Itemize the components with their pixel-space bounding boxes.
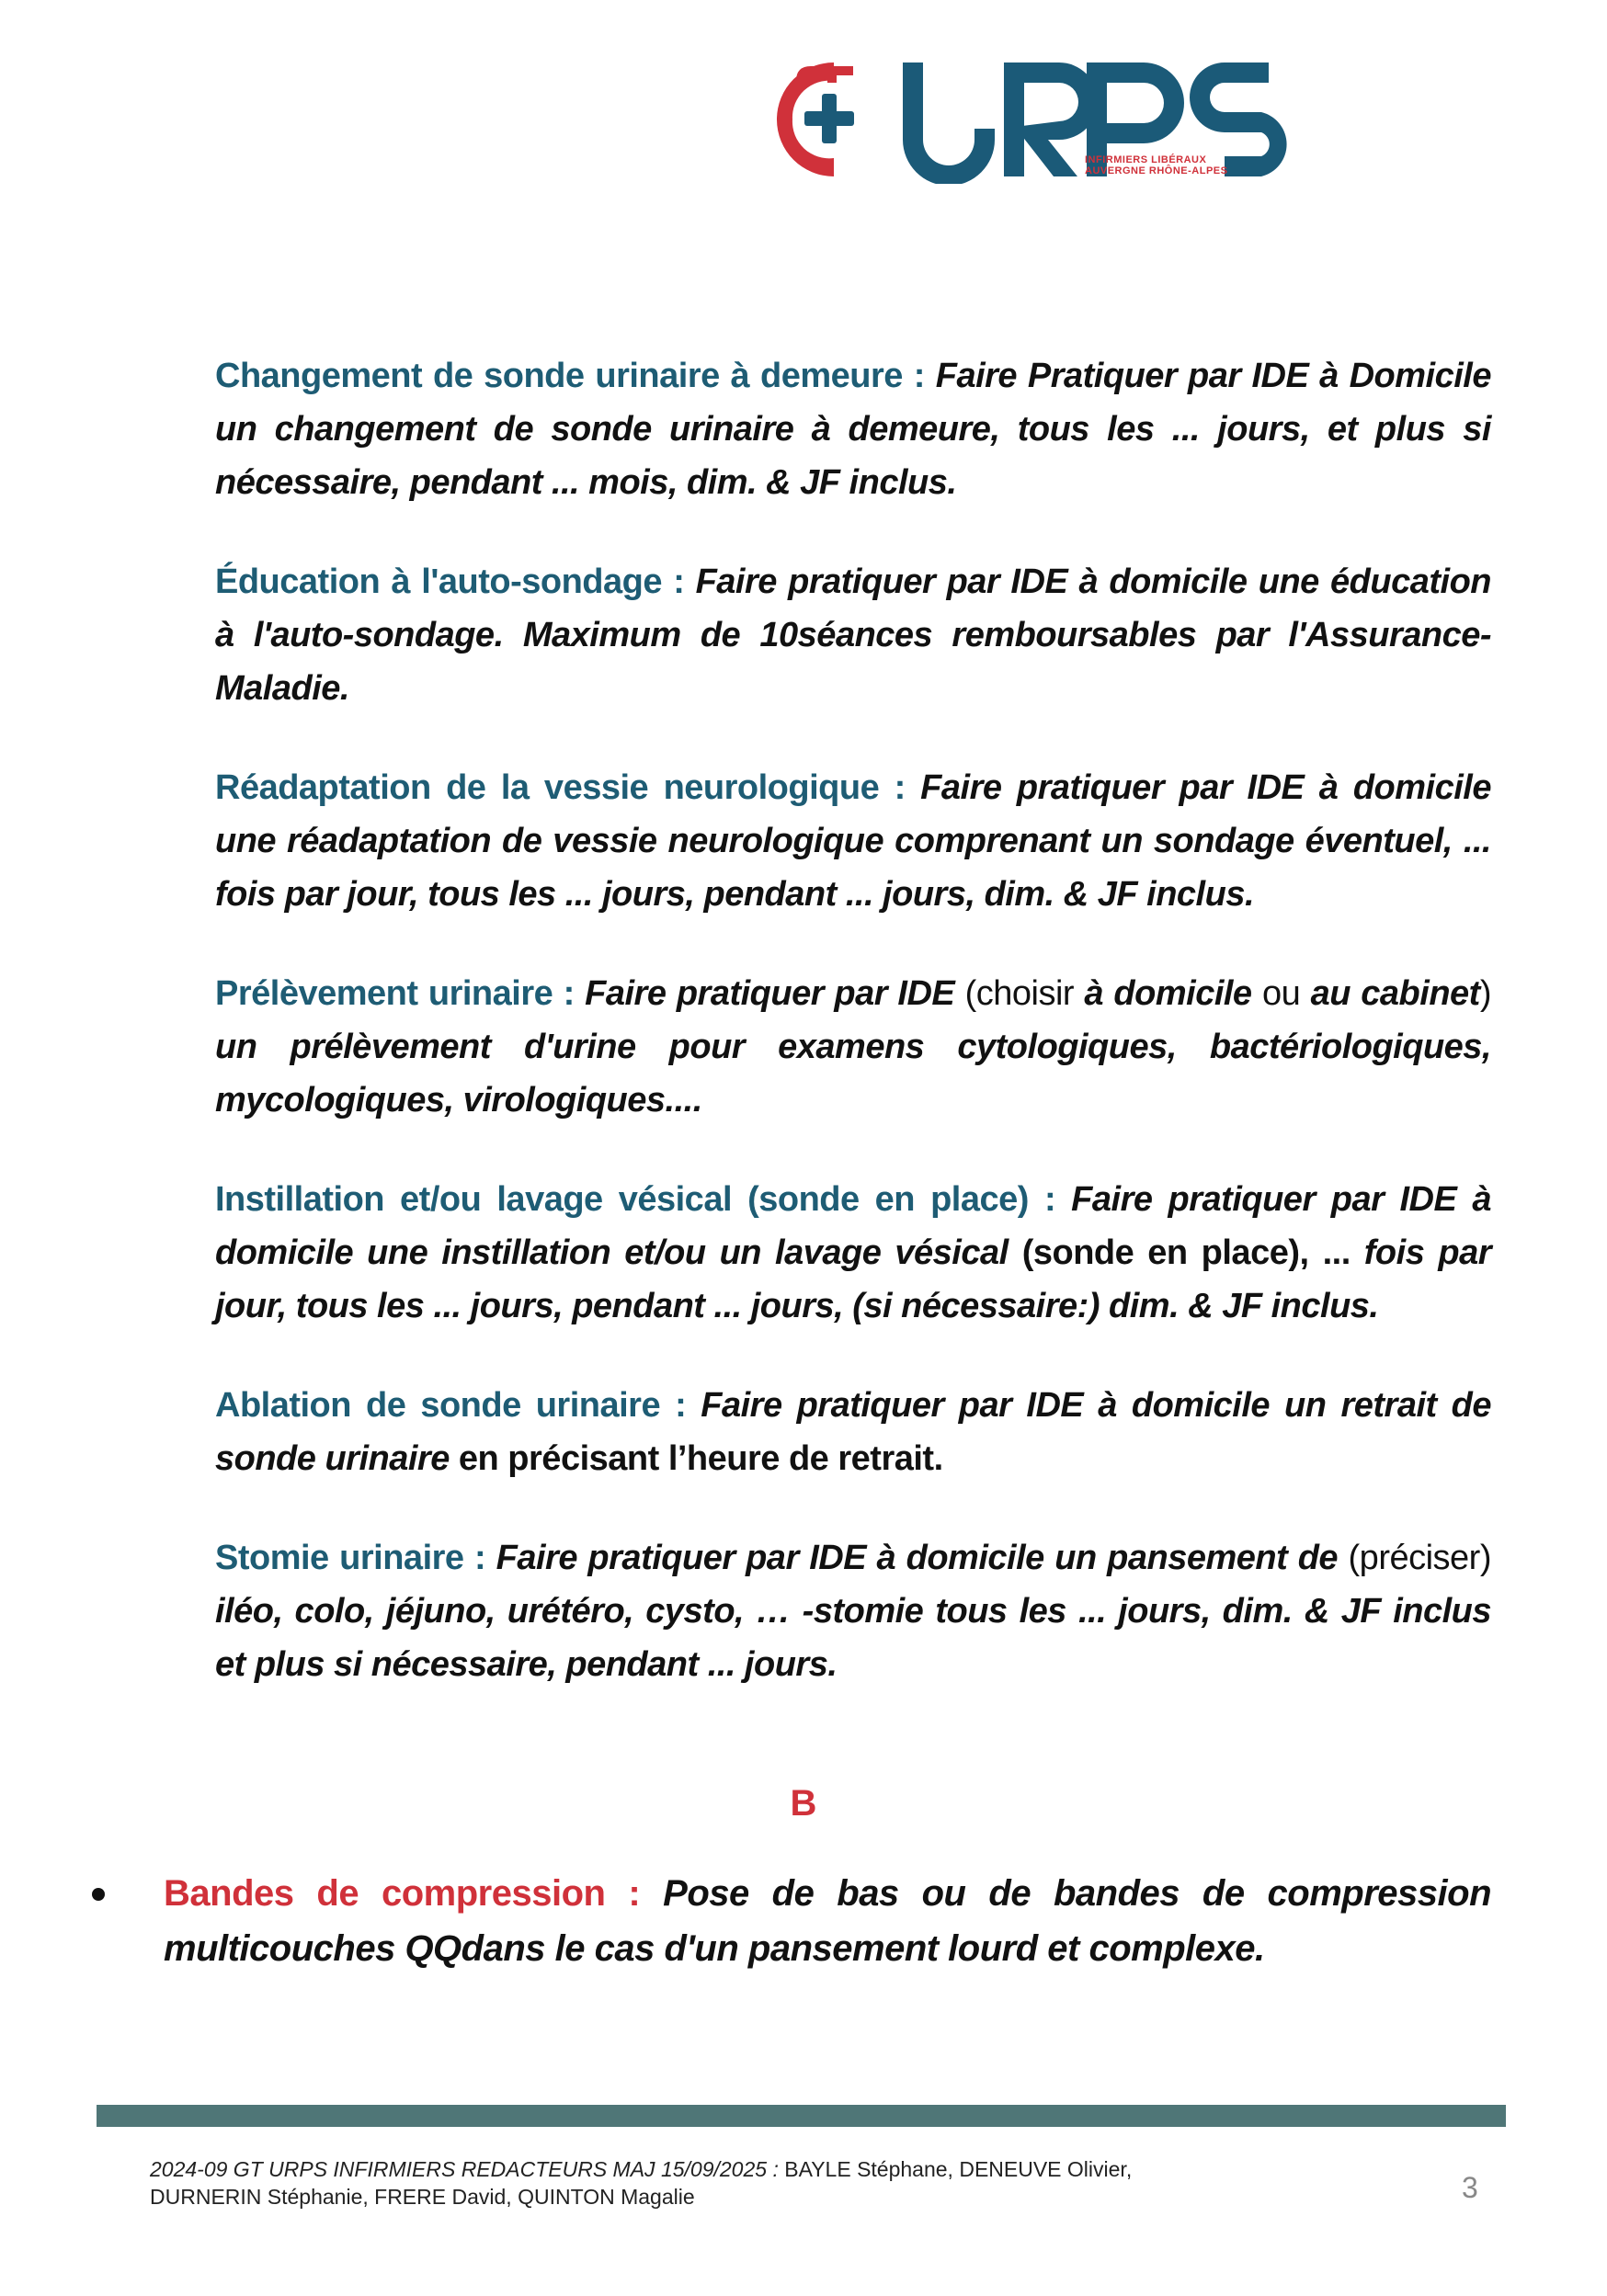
entry-heading: Instillation et/ou lavage vésical (sonde en place) : — [215, 1180, 1056, 1219]
medical-bag-plus-icon — [765, 55, 1316, 184]
list-item-bandes-compression — [92, 1866, 1491, 1976]
entry-body: Faire pratiquer par IDE à domicile une réadaptation de vessie neurologique comprenant un sondage éventuel, ... fois par jour, tous les ... jours, pendant ... jours, dim. & JF inclus. — [215, 768, 1491, 914]
entry-instillation-lavage: Instillation et/ou lavage vésical (sonde en place) : Faire pratiquer par IDE à domicile une instillation et/ou un lavage vésical (sonde en place), ... fois par jour, tous les ... jours, pendant ... jours, (si nécessaire:) dim. & JF inclus. — [215, 1180, 1492, 1325]
prescription-list — [215, 349, 1491, 1737]
page-number: 3 — [1462, 2171, 1478, 2204]
footer-credits: 2024-09 GT URPS INFIRMIERS REDACTEURS MAJ 15/09/2025 : BAYLE Stéphane, DENEUVE Olivier, DURNERIN Stéphanie, FRERE David, QUINTON Magalie — [150, 2157, 1133, 2209]
urps-logo — [765, 55, 1316, 184]
entry-heading: Stomie urinaire : — [215, 1539, 486, 1577]
entry-heading: Ablation de sonde urinaire : — [215, 1386, 687, 1425]
entry-education-auto-sondage — [215, 555, 1491, 715]
entry-heading: Prélèvement urinaire : — [215, 974, 575, 1013]
entry-readaptation-vessie — [215, 761, 1491, 921]
entry-ablation-sonde: Ablation de sonde urinaire : Faire pratiquer par IDE à domicile un retrait de sonde urinaire en précisant l’heure de retrait. — [215, 1386, 1492, 1478]
footer-divider-band — [97, 2105, 1506, 2127]
item-heading: Bandes de compression : — [164, 1873, 641, 1914]
entry-stomie-urinaire: Stomie urinaire : Faire pratiquer par IDE à domicile un pansement de (préciser) iléo, colo, jéjuno, urétéro, cysto, … -stomie tous les ... jours, dim. & JF inclus et plus si nécessaire, pendant ... jours. — [215, 1539, 1491, 1684]
entry-heading: Réadaptation de la vessie neurologique : — [215, 768, 906, 807]
entry-changement-sonde — [215, 349, 1491, 509]
entry-prelevement-urinaire: Prélèvement urinaire : Faire pratiquer par IDE (choisir à domicile ou au cabinet) un prélèvement d'urine pour examens cytologiques, bactériologiques, mycologiques, virologiques.... — [215, 974, 1491, 1120]
entry-heading: Éducation à l'auto-sondage : — [215, 563, 685, 601]
logo-subtitle: INFIRMIERS LIBÉRAUX AUVERGNE RHÔNE-ALPES — [1085, 154, 1228, 176]
entry-body: Faire pratiquer par IDE à domicile une éducation à l'auto-sondage. Maximum de 10séances remboursables par l'Assurance-Maladie. — [215, 563, 1491, 708]
entry-heading: Changement de sonde urinaire à demeure : — [215, 357, 925, 395]
section-letter-b: B — [790, 1783, 817, 1824]
bullet-icon — [92, 1888, 105, 1901]
entry-body: Faire Pratiquer par IDE à Domicile un changement de sonde urinaire à demeure, tous les ... jours, et plus si nécessaire, pendant ... mois, dim. & JF inclus. — [215, 357, 1491, 502]
item-body: Pose de bas ou de bandes de compression multicouches QQdans le cas d'un pansement lourd et complexe. — [164, 1873, 1491, 1969]
